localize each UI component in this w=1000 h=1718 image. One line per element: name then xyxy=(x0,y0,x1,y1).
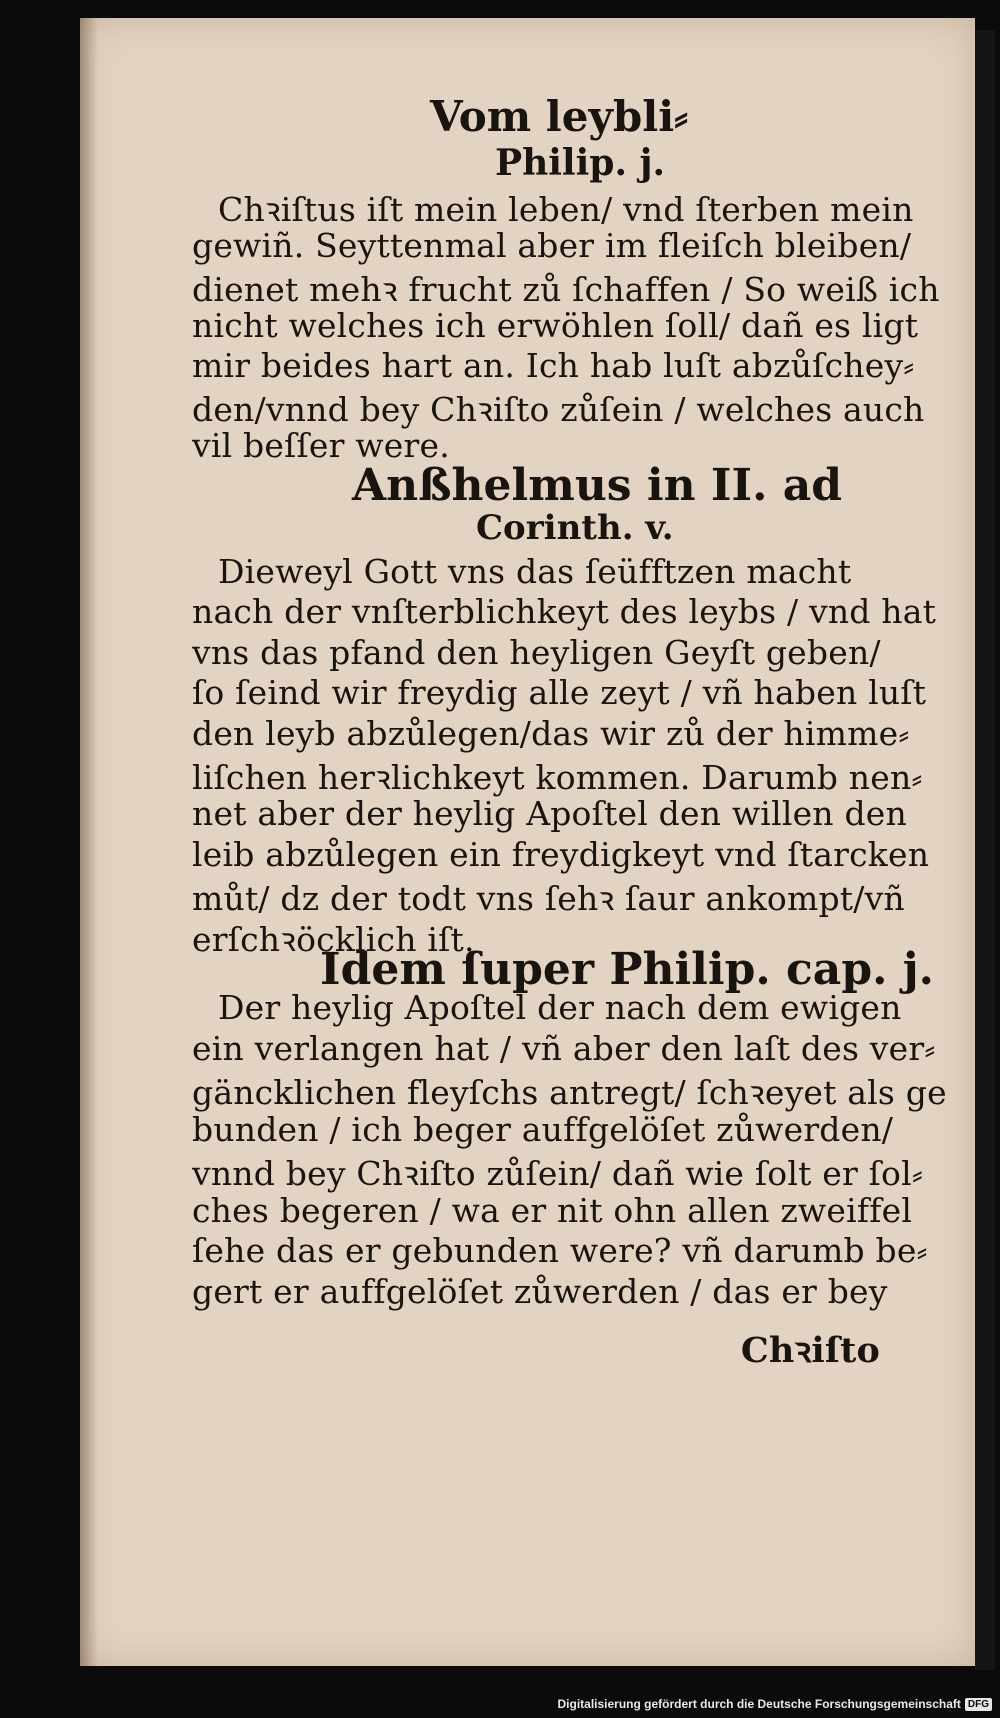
text-line: ſehe das er gebunden were? vñ darumb be⸗ xyxy=(192,1231,928,1270)
text-line: Der heylig Apoſtel der nach dem ewigen xyxy=(218,988,902,1027)
heading-anshelmus: Anßhelmus in II. ad xyxy=(352,460,842,511)
text-line: bunden / ich beger auffgelöſet zůwerden/ xyxy=(192,1109,894,1149)
text-line: gert er auffgelöſet zůwerden / das er bey xyxy=(192,1271,888,1311)
text-line: ein verlangen hat / vñ aber den laſt des ver⸗ xyxy=(192,1028,936,1068)
text-line: ſo ſeind wir freydig alle zeyt / vñ haben luſt xyxy=(192,673,927,713)
subhead-philip: Philip. j. xyxy=(495,142,666,184)
text-line: liſchen herꝛlichkeyt kommen. Darumb nen⸗ xyxy=(192,758,923,797)
text-line: Chꝛiſtus iſt mein leben/ vnd ſterben mein xyxy=(218,190,914,229)
text-line: erſchꝛöcklich iſt. xyxy=(192,919,475,959)
text-line: nach der vnſterblichkeyt des leybs / vnd hat xyxy=(192,592,937,632)
digitization-credit xyxy=(557,1694,992,1714)
text-line: leib abzůlegen ein freydigkeyt vnd ſtarcken xyxy=(192,834,930,874)
text-line: den leyb abzůlegen/das wir zů der himme⸗ xyxy=(192,713,910,753)
credit-text: Digitalisierung gefördert durch die Deutsche Forschungsgemeinschaft xyxy=(557,1697,961,1711)
running-head: Vom leybli⸗ xyxy=(430,92,689,141)
text-line: Dieweyl Gott vns das ſeüfftzen macht xyxy=(218,552,852,591)
text-line: den/vnnd bey Chꝛiſto zůſein / welches auch xyxy=(192,390,925,429)
catchword: Chꝛiſto xyxy=(740,1330,880,1371)
text-line: můt/ dz der todt vns ſehꝛ ſaur ankompt/vñ xyxy=(192,879,905,919)
text-line: gewiñ. Seyttenmal aber im fleiſch bleiben/ xyxy=(192,226,912,265)
text-line: vil beſſer were. xyxy=(192,426,450,465)
text-line: mir beides hart an. Ich hab luſt abzůſchey⸗ xyxy=(192,346,915,385)
heading-idem: Idem ſuper Philip. cap. j. xyxy=(320,944,934,995)
dfg-logo: DFG xyxy=(965,1698,992,1711)
text-line: vnnd bey Chꝛiſto zůſein/ dañ wie ſolt er ſol⸗ xyxy=(192,1154,924,1193)
text-line: nicht welches ich erwöhlen ſoll/ dañ es ligt xyxy=(192,306,919,345)
text-line: net aber der heylig Apoſtel den willen den xyxy=(192,794,907,834)
text-line: ches begeren / wa er nit ohn allen zweiffel xyxy=(192,1190,913,1230)
text-line: gäncklichen fleyſchs antregt/ ſchꝛeyet als ge xyxy=(192,1073,947,1112)
text-line: dienet mehꝛ frucht zů ſchaffen / So weiß ich xyxy=(192,270,940,309)
text-line: vns das pfand den heyligen Geyſt geben/ xyxy=(192,632,881,672)
subhead-corinth: Corinth. v. xyxy=(476,508,674,548)
